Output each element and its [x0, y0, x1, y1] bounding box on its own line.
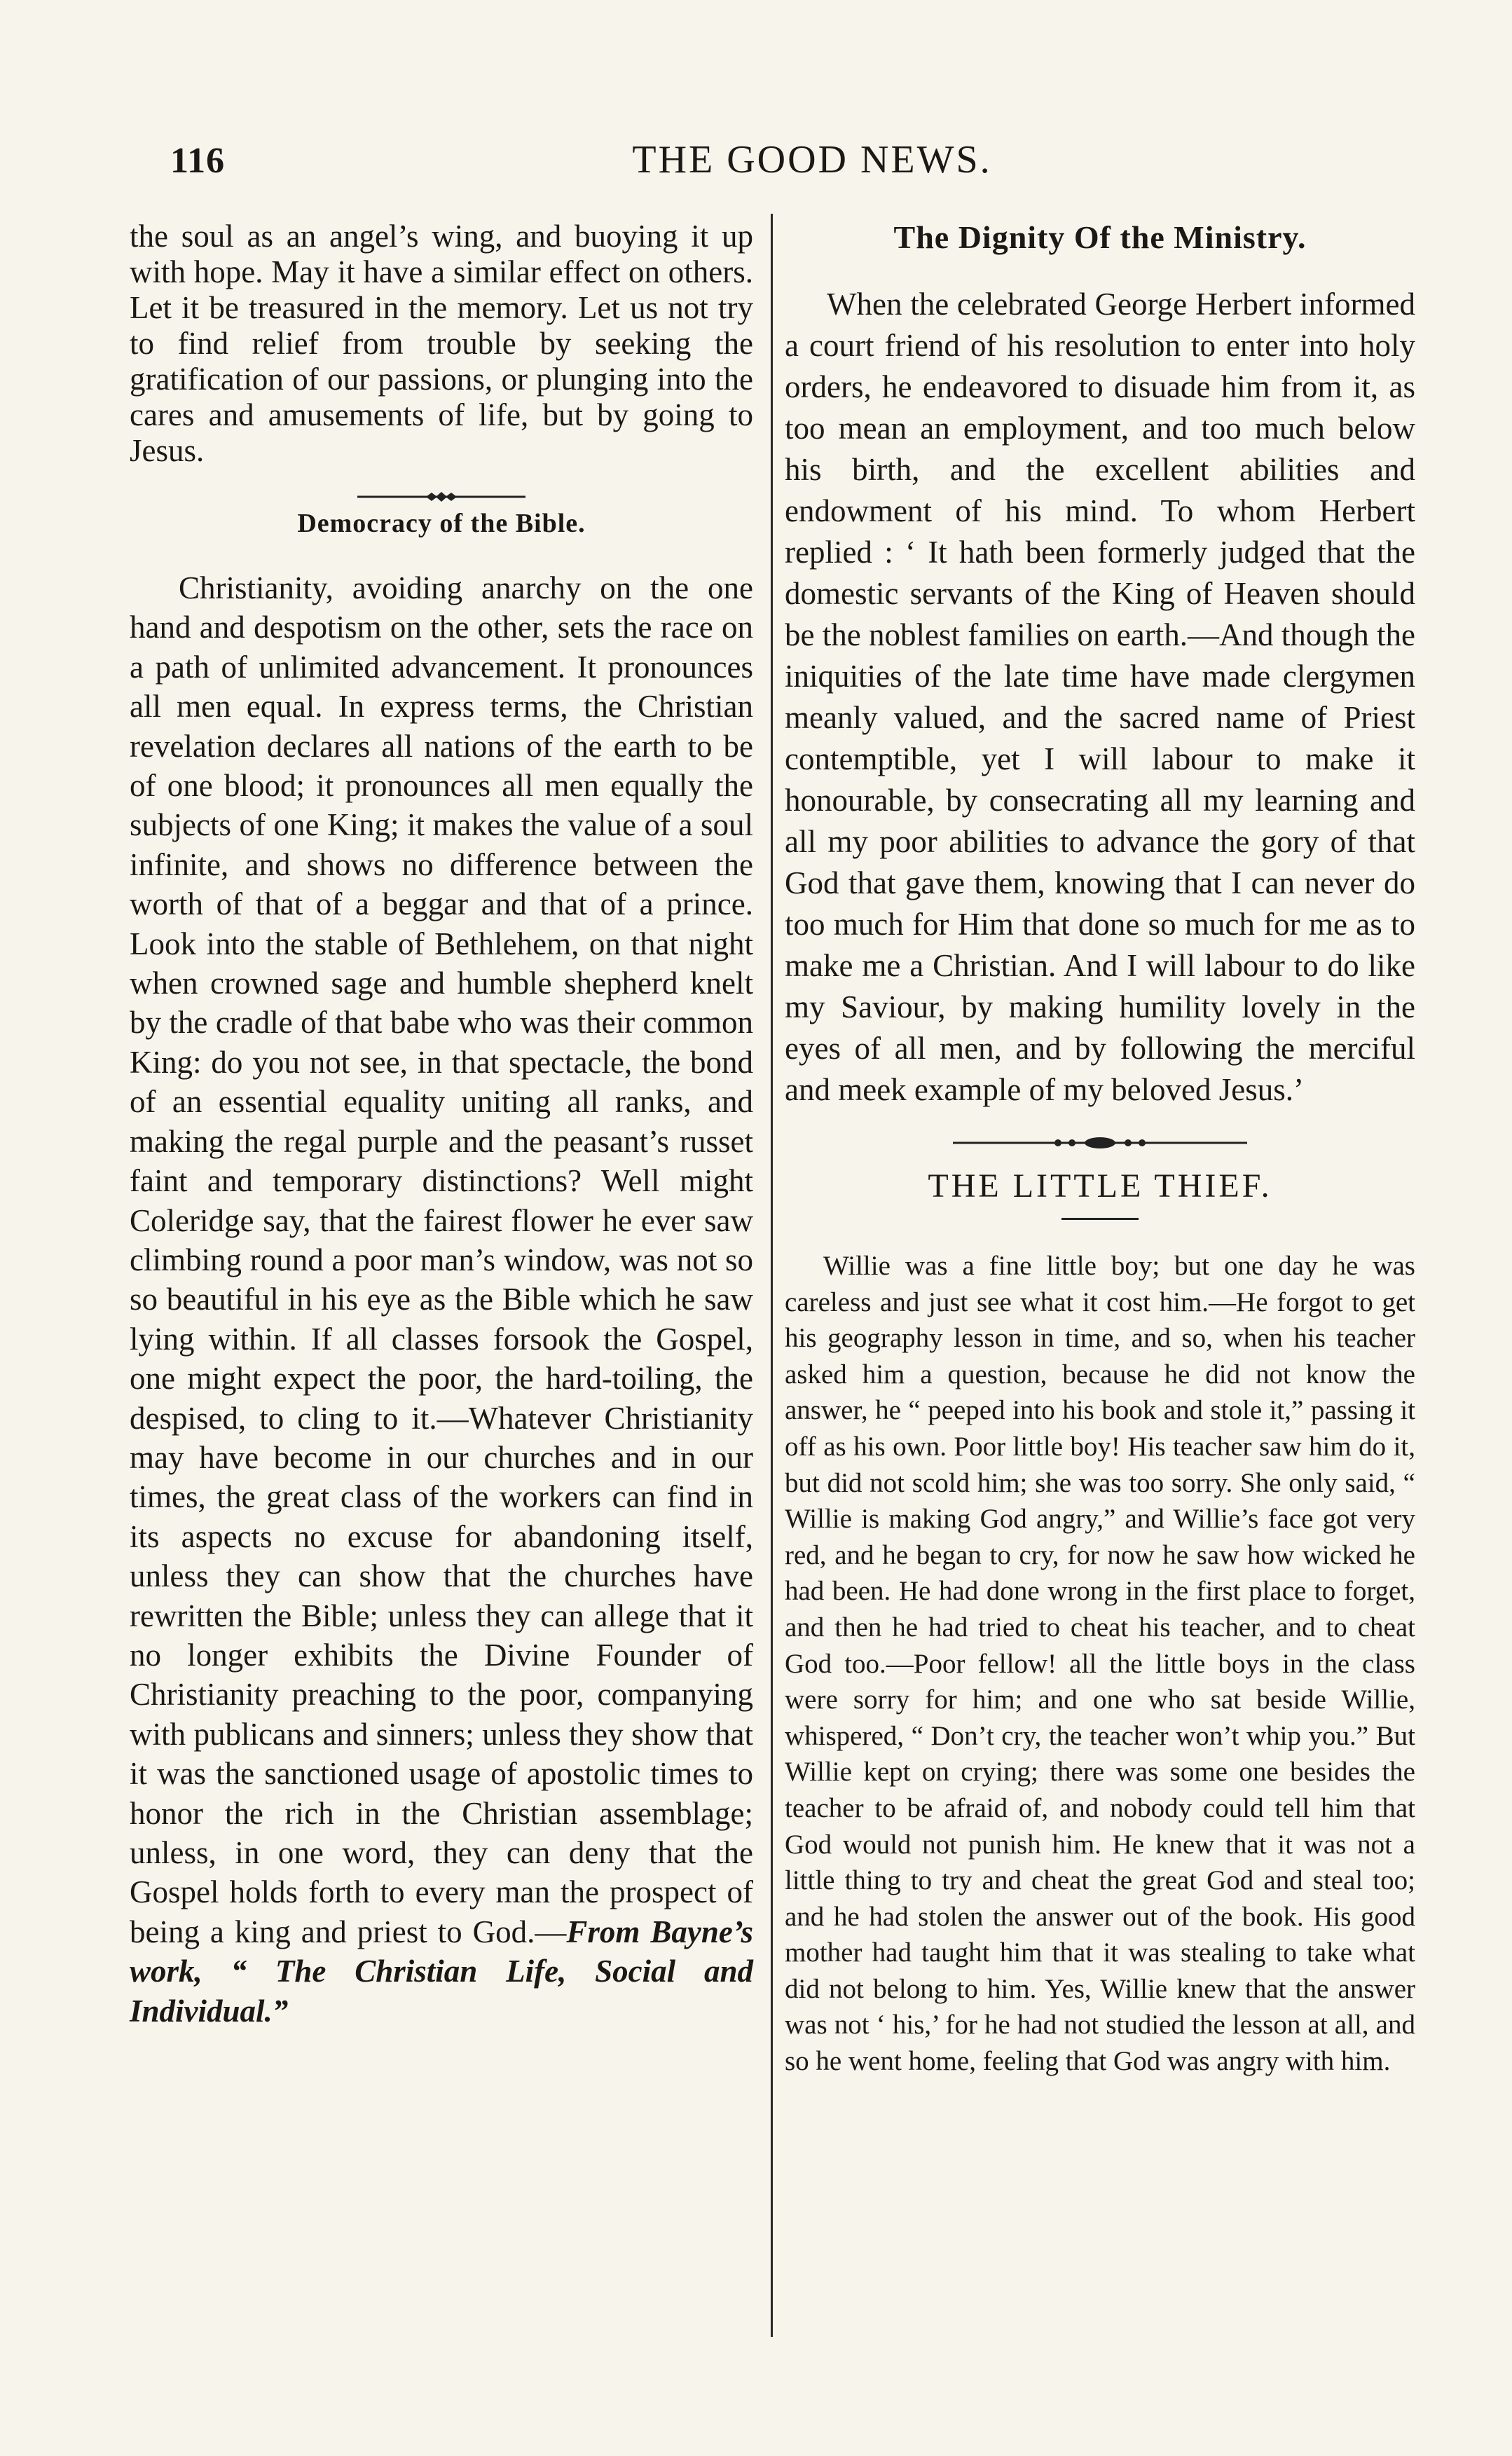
section-ornament-rule — [953, 1134, 1247, 1151]
article-body-democracy — [130, 568, 753, 2031]
article-source-citation: From Bayne’s work, “ The Christian Life, Social and Individual.” — [130, 1914, 753, 2029]
article-heading-democracy: Democracy of the Bible. — [297, 509, 586, 538]
article-body-text: Christianity, avoiding anarchy on the one hand and despotism on the other, sets the race on a path of unlimited advancement. It pronounces all men equal. In express terms, the Christian revelation declares all nations of the earth to be of one blood; it pronounces all men equally the subjects of one King; it makes the value of a soul infinite, and shows no difference between the worth of that of a beggar and that of a prince. Look into the stable of Bethlehem, on that night when crowned sage and humble shepherd knelt by the cradle of that babe who was their common King: do you not see, in that spectacle, the bond of an essential equality uniting all ranks, and making the regal purple and the peasant’s russet faint and temporary distinctions? Well might Coleridge say, that the fairest flower he ever saw climbing round a poor man’s window, was not so so beautiful in his eye as the Bible which he saw lying within. If all classes forsook the Gospel, one might expect the poor, the hard-toiling, the despised, to cling to it.—Whatever Christianity may have become in our churches and in our times, the great class of the workers can find in its aspects no excuse for abandoning itself, unless they can show that the churches have rewritten the Bible; unless they can allege that it no longer exhibits the Divine Founder of Christianity preaching to the poor, companying with publicans and sinners; unless they show that it was the sanctioned usage of apostolic times to honor the rich in the Christian assemblage; unless, in one word, they can deny that the Gospel holds forth to every man the prospect of being a king and priest to God.— — [130, 570, 753, 1949]
article-body-dignity: When the celebrated George Herbert informed a court friend of his resolution to enter into holy orders, he endeavored to disuade him from it, as too mean an employment, and too much below his birth, and the excellent abilities and endowment of his mind. To whom Herbert replied : ‘ It hath been formerly judged that the domestic servants of the King of Heaven should be the noblest families on earth.—And though the iniquities of the late time have made clergymen meanly valued, and the sacred name of Priest contemptible, yet I will labour to make it honourable, by consecrating all my learning and all my poor abilities to advance the gory of that God that gave them, knowing that I can never do too much for Him that done so much for me as to make me a Christian. And I will labour to do like my Saviour, by making humility lovely in the eyes of all men, and by following the merciful and meek example of my beloved Jesus.’ — [785, 287, 1415, 1107]
running-head: THE GOOD NEWS. — [632, 138, 992, 181]
page-number: 116 — [170, 141, 226, 181]
story-heading-little-thief: THE LITTLE THIEF. — [928, 1167, 1272, 1205]
column-rule — [771, 214, 773, 2337]
heading-underline — [1061, 1218, 1139, 1220]
continued-paragraph: the soul as an angel’s wing, and buoying it up with hope. May it have a similar effect on others. Let it be treasured in the memory. Let us not try to find relief from trouble by seeking the gratification of our passions, or plunging into the cares and amusements of life, but by going to Jesus. — [130, 219, 753, 468]
left-column — [130, 219, 753, 2031]
right-column — [785, 219, 1415, 2080]
article-heading-dignity: The Dignity Of the Ministry. — [893, 219, 1307, 255]
section-ornament-rule — [357, 490, 525, 504]
story-body-little-thief: Willie was a fine little boy; but one day he was careless and just see what it cost him.—He forgot to get his geography lesson in time, and so, when his teacher asked him a question, because he did not know the answer, he “ peeped into his book and stole it,” passing it off as his own. Poor little boy! His teacher saw him do it, but did not scold him; she was too sorry. She only said, “ Willie is making God angry,” and Willie’s face got very red, and he began to cry, for now he saw how wicked he had been. He had done wrong in the first place to forget, and then he had tried to cheat his teacher, and to cheat God too.—Poor fellow! all the little boys in the class were sorry for him; and one who sat beside Willie, whispered, “ Don’t cry, the teacher won’t whip you.” But Willie kept on crying; there was some one besides the teacher to be afraid of, and nobody could tell him that God would not punish him. He knew that it was not a little thing to try and cheat the great God and steal too; and he had stolen the answer out of the book. His good mother had taught him that it was stealing to take what did not belong to him. Yes, Willie knew that the answer was not ‘ his,’ for he had not studied the lesson at all, and so he went home, feeling that God was angry with him. — [785, 1251, 1415, 2077]
